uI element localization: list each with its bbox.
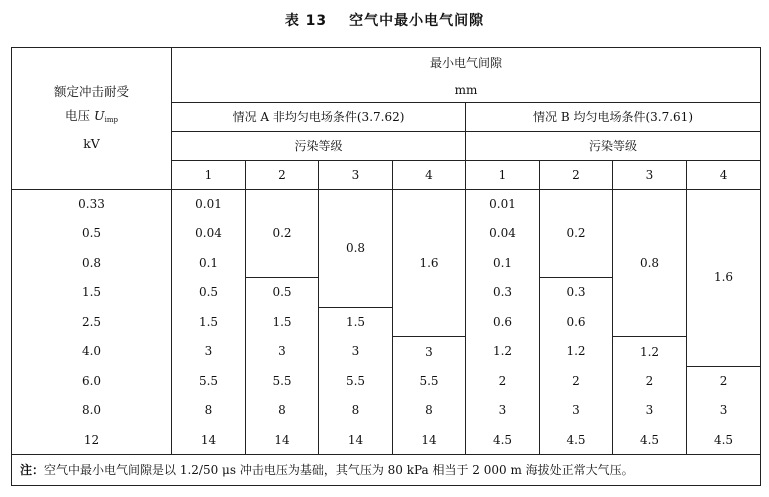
value-cell: 1.2	[466, 337, 540, 367]
level-header: 2	[540, 161, 613, 190]
value-cell: 3	[687, 396, 761, 426]
value-cell: 0.01	[172, 189, 246, 219]
value-cell: 3	[319, 337, 393, 367]
value-cell: 1.2	[613, 337, 687, 367]
level-header: 2	[246, 161, 319, 190]
value-cell: 0.1	[172, 248, 246, 278]
value-cell: 0.8	[613, 189, 687, 337]
voltage-cell: 0.8	[12, 248, 172, 278]
value-cell: 3	[172, 337, 246, 367]
voltage-cell: 0.5	[12, 219, 172, 249]
value-cell: 3	[613, 396, 687, 426]
note-text: 空气中最小电气间隙是以 1.2/50 μs 冲击电压为基础，其气压为 80 kPa 相当于 2 000 m 海拔处正常大气压。	[44, 462, 634, 477]
value-cell: 0.01	[466, 189, 540, 219]
value-cell: 3	[540, 396, 613, 426]
value-cell: 1.6	[393, 189, 466, 337]
value-cell: 5.5	[172, 366, 246, 396]
table-number: 表 13	[284, 13, 328, 29]
case-b-pollution-header: 污染等级	[466, 131, 761, 161]
value-cell: 4.5	[613, 425, 687, 455]
case-a-header: 情况 A 非均匀电场条件(3.7.62)	[172, 102, 466, 131]
value-cell: 1.5	[319, 307, 393, 337]
voltage-cell: 8.0	[12, 396, 172, 426]
value-cell: 0.5	[246, 278, 319, 308]
value-cell: 8	[393, 396, 466, 426]
value-cell: 8	[246, 396, 319, 426]
value-cell: 8	[172, 396, 246, 426]
value-cell: 1.6	[687, 189, 761, 366]
level-header: 4	[687, 161, 761, 190]
value-cell: 0.1	[466, 248, 540, 278]
case-b-header: 情况 B 均匀电场条件(3.7.61)	[466, 102, 761, 131]
table-title	[0, 10, 769, 30]
voltage-cell: 6.0	[12, 366, 172, 396]
value-cell: 2	[613, 366, 687, 396]
case-a-pollution-header: 污染等级	[172, 131, 466, 161]
voltage-cell: 4.0	[12, 337, 172, 367]
value-cell: 4.5	[466, 425, 540, 455]
value-cell: 4.5	[540, 425, 613, 455]
clearance-unit: mm	[172, 78, 761, 102]
value-cell: 0.04	[466, 219, 540, 249]
value-cell: 1.2	[540, 337, 613, 367]
value-cell: 0.3	[466, 278, 540, 308]
value-cell: 5.5	[319, 366, 393, 396]
clearance-table	[11, 47, 761, 486]
value-cell: 1.5	[246, 307, 319, 337]
value-cell: 2	[466, 366, 540, 396]
value-cell: 3	[466, 396, 540, 426]
value-cell: 3	[393, 337, 466, 367]
value-cell: 0.8	[319, 189, 393, 307]
value-cell: 4.5	[687, 425, 761, 455]
value-cell: 0.2	[540, 189, 613, 278]
value-cell: 0.04	[172, 219, 246, 249]
value-cell: 2	[687, 366, 761, 396]
value-cell: 5.5	[246, 366, 319, 396]
level-header: 3	[613, 161, 687, 190]
value-cell: 1.5	[172, 307, 246, 337]
value-cell: 0.3	[540, 278, 613, 308]
value-cell: 0.2	[246, 189, 319, 278]
level-header: 1	[466, 161, 540, 190]
voltage-cell: 12	[12, 425, 172, 455]
voltage-cell: 0.33	[12, 189, 172, 219]
value-cell: 14	[172, 425, 246, 455]
value-cell: 2	[540, 366, 613, 396]
voltage-header-line1: 额定冲击耐受	[53, 84, 129, 100]
voltage-header	[12, 48, 172, 190]
value-cell: 0.6	[540, 307, 613, 337]
table-note	[12, 455, 761, 486]
level-header: 1	[172, 161, 246, 190]
voltage-cell: 2.5	[12, 307, 172, 337]
value-cell: 5.5	[393, 366, 466, 396]
value-cell: 14	[319, 425, 393, 455]
value-cell: 14	[246, 425, 319, 455]
value-cell: 3	[246, 337, 319, 367]
note-label: 注：	[20, 462, 45, 477]
value-cell: 14	[393, 425, 466, 455]
voltage-cell: 1.5	[12, 278, 172, 308]
voltage-header-unit: kV	[83, 136, 100, 152]
value-cell: 0.5	[172, 278, 246, 308]
value-cell: 0.6	[466, 307, 540, 337]
level-header: 4	[393, 161, 466, 190]
level-header: 3	[319, 161, 393, 190]
voltage-header-line2: 电压 $U_{imp}$	[65, 108, 118, 125]
clearance-header: 最小电气间隙	[172, 48, 761, 79]
table-caption: 空气中最小电气间隙	[349, 13, 485, 29]
value-cell: 8	[319, 396, 393, 426]
